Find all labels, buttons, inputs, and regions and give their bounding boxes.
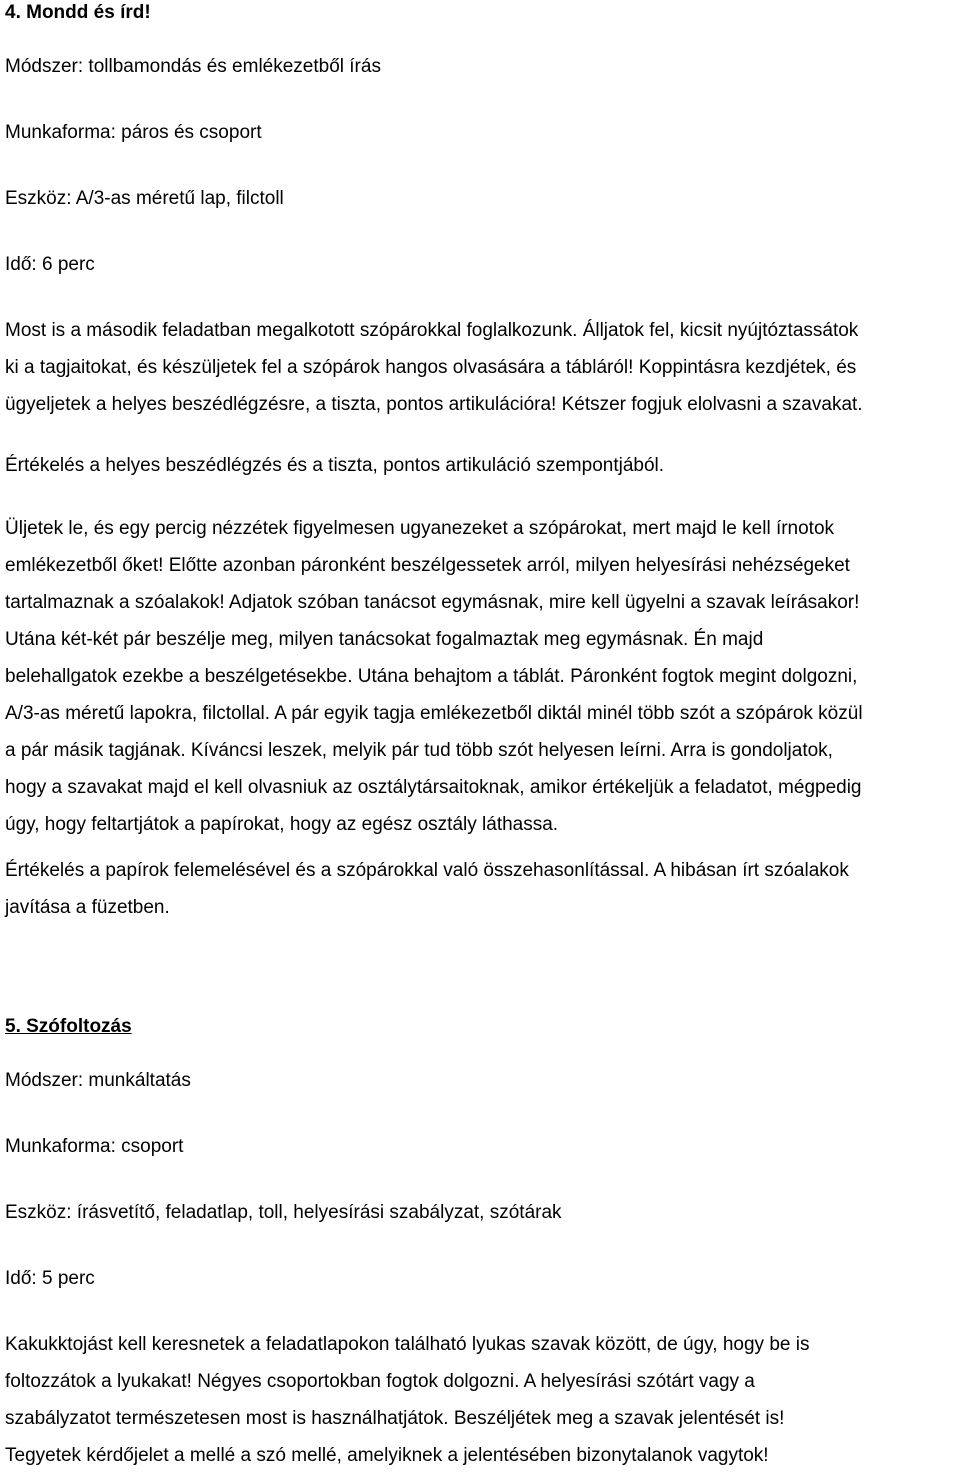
paragraph-line: A/3-as méretű lapokra, filctollal. A pár egyik tagja emlékezetből diktál minél több szót a szópárok közül — [5, 703, 863, 724]
section-4-workform: Munkaforma: páros és csoport — [5, 122, 262, 143]
paragraph-line: tartalmaznak a szóalakok! Adjatok szóban tanácsot egymásnak, mire kell ügyelni a szavak leírásakor! — [5, 592, 860, 613]
paragraph-line: Tegyetek kérdőjelet a mellé a szó mellé, amelyiknek a jelentésében bizonytalanok vagytok! — [5, 1445, 769, 1466]
section-4-paragraph-1 — [5, 312, 863, 423]
paragraph-line: javítása a füzetben. — [5, 897, 170, 918]
paragraph-line: Most is a második feladatban megalkotott szópárokkal foglalkozunk. Álljatok fel, kicsit nyújtóztassátok — [5, 320, 859, 341]
section-4-tool: Eszköz: A/3-as méretű lap, filctoll — [5, 188, 284, 209]
section-4-time: Idő: 6 perc — [5, 254, 95, 275]
paragraph-line: a pár másik tagjának. Kíváncsi leszek, melyik pár tud több szót helyesen leírni. Arra is gondoljatok, — [5, 740, 833, 761]
section-4-paragraph-2 — [5, 510, 863, 843]
section-4-evaluation-1: Értékelés a helyes beszédlégzés és a tiszta, pontos artikuláció szempontjából. — [5, 455, 665, 476]
section-4-method: Módszer: tollbamondás és emlékezetből írás — [5, 56, 381, 77]
section-5-paragraph-1 — [5, 1326, 809, 1474]
paragraph-line: úgy, hogy feltartjátok a papírokat, hogy az egész osztály láthassa. — [5, 814, 559, 835]
section-5-workform: Munkaforma: csoport — [5, 1136, 184, 1157]
section-5-method: Módszer: munkáltatás — [5, 1070, 191, 1091]
section-4-evaluation-2 — [5, 852, 849, 926]
paragraph-line: foltozzátok a lyukakat! Négyes csoportokban fogtok dolgozni. A helyesírási szótárt vagy a — [5, 1371, 755, 1392]
paragraph-line: Üljetek le, és egy percig nézzétek figyelmesen ugyanezeket a szópárokat, mert majd le kell írnotok — [5, 518, 835, 539]
section-5-time: Idő: 5 perc — [5, 1268, 95, 1289]
section-4-title: 4. Mondd és írd! — [5, 2, 151, 23]
paragraph-line: Értékelés a papírok felemelésével és a szópárokkal való összehasonlítással. A hibásan írt szóalakok — [5, 860, 849, 881]
paragraph-line: belehallgatok ezekbe a beszélgetésekbe. Utána behajtom a táblát. Páronként fogtok megint dolgozni, — [5, 666, 858, 687]
paragraph-line: Kakukktojást kell keresnetek a feladatlapokon található lyukas szavak között, de úgy, hogy be is — [5, 1334, 810, 1355]
paragraph-line: emlékezetből őket! Előtte azonban páronként beszélgessetek arról, milyen helyesírási nehézségeket — [5, 555, 850, 576]
section-5-title — [5, 1008, 132, 1045]
section-5-tool: Eszköz: írásvetítő, feladatlap, toll, helyesírási szabályzat, szótárak — [5, 1202, 562, 1223]
paragraph-line: ügyeljetek a helyes beszédlégzésre, a tiszta, pontos artikulációra! Kétszer fogjuk elolvasni a szavakat. — [5, 394, 863, 415]
paragraph-line: ki a tagjaitokat, és készüljetek fel a szópárok hangos olvasására a tábláról! Koppintásra kezdjétek, és — [5, 357, 857, 378]
paragraph-line: szabályzatot természetesen most is használhatjátok. Beszéljétek meg a szavak jelentését is! — [5, 1408, 785, 1429]
paragraph-line: hogy a szavakat majd el kell olvasniuk az osztálytársaitoknak, amikor értékeljük a feladatot, mégpedig — [5, 777, 862, 798]
section-5-title-text: 5. Szófoltozás — [5, 1016, 132, 1037]
paragraph-line: Utána két-két pár beszélje meg, milyen tanácsokat fogalmaztak meg egymásnak. Én majd — [5, 629, 764, 650]
